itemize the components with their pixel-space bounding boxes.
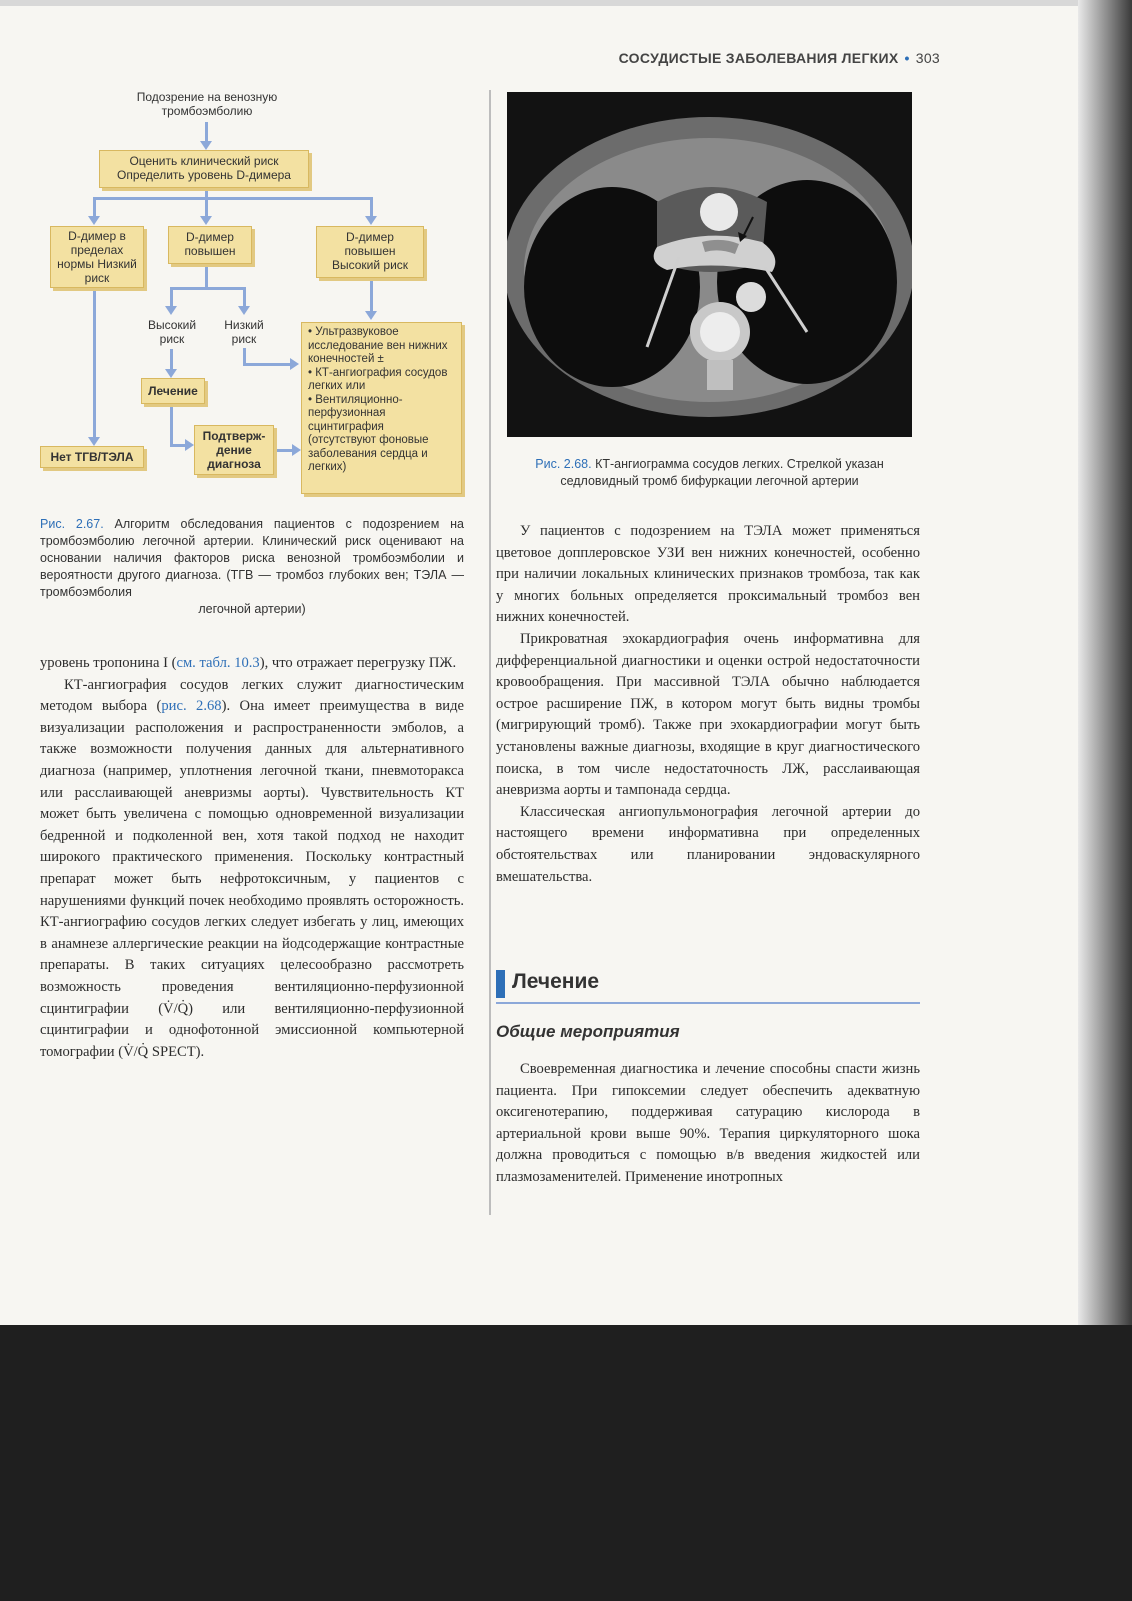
flow-arrow — [88, 437, 100, 446]
flow-test-item: • Вентиляционно-перфузионная сцинтиграфия (отсутствуют фоновые заболевания сердца и легких) — [308, 393, 429, 473]
flow-ddimer-high-risk-box — [316, 226, 424, 278]
flow-arrow — [200, 216, 212, 225]
flow-connector — [243, 363, 291, 366]
figure-caption-2-68 — [497, 456, 922, 490]
header-separator: • — [904, 50, 910, 66]
flow-arrow — [290, 358, 299, 370]
flow-arrow — [88, 216, 100, 225]
flow-treatment: Лечение — [148, 384, 198, 398]
flow-arrow — [165, 306, 177, 315]
flow-ddimer-normal: D-димер в пределах нормы Низкий риск — [57, 229, 137, 285]
paragraph-text: уровень тропонина I ( — [40, 655, 177, 671]
flow-connector — [93, 291, 96, 439]
flow-no-dvt-pe-box — [40, 446, 144, 468]
flow-connector — [205, 267, 208, 289]
right-column-text-bottom — [496, 1059, 920, 1189]
left-column-text — [40, 653, 464, 1063]
table-reference: см. табл. 10.3 — [176, 655, 260, 671]
caption-label: Рис. 2.67. — [40, 517, 104, 531]
flow-test-item: • Ультразвуковое исследование вен нижних конечностей ± — [308, 326, 448, 365]
flow-arrow — [292, 444, 301, 456]
paragraph — [40, 653, 464, 675]
flow-connector — [170, 444, 186, 447]
flow-start: Подозрение на венозную тромбоэмболию — [136, 90, 278, 118]
caption-text-end: легочной артерии) — [198, 602, 306, 616]
figure-caption-2-67 — [40, 516, 464, 618]
header-title: СОСУДИСТЫЕ ЗАБОЛЕВАНИЯ ЛЕГКИХ — [618, 50, 899, 66]
flow-test-item: • КТ-ангиография сосудов легких или — [308, 366, 448, 392]
flow-tests-box — [301, 322, 462, 494]
paragraph: У пациентов с подозрением на ТЭЛА может применяться цветовое допплеровское УЗИ вен нижних конечностей, особенно при наличии локальных клинических признаков тромбоза, так как у многих больных определяется проксимальный тромбоз вен нижних конечностей. — [496, 523, 920, 626]
caption-text: КТ-ангиограмма сосудов легких. Стрелкой указан седловидный тромб бифуркации легочной артерии — [560, 457, 884, 488]
flow-connector — [170, 407, 173, 447]
flow-arrow — [238, 306, 250, 315]
subsection-title: Общие мероприятия — [496, 1022, 680, 1041]
scan-background — [0, 1325, 1132, 1601]
flow-connector — [170, 287, 246, 290]
flow-assess-line2: Определить уровень D-димера — [117, 168, 291, 182]
paragraph-text: КТ-ангиография сосудов легких служит диагностическим методом выбора ( — [40, 676, 464, 715]
figure-reference: рис. 2.68 — [161, 698, 222, 715]
flow-treatment-box — [141, 378, 205, 404]
right-column-text-top — [496, 521, 920, 888]
flow-connector — [93, 197, 373, 200]
flow-low-risk: Низкий риск — [224, 318, 264, 346]
section-underline — [496, 1002, 920, 1004]
paragraph — [40, 675, 464, 1064]
flow-ddimer-high-box — [168, 226, 252, 264]
flow-assess-box — [99, 150, 309, 188]
flow-connector — [370, 281, 373, 313]
flow-high-risk: Высокий риск — [147, 318, 197, 346]
page-number: 303 — [915, 50, 940, 66]
flow-arrow — [165, 369, 177, 378]
section-marker — [496, 970, 505, 998]
paragraph: Своевременная диагностика и лечение способны спасти жизнь пациента. При гипоксемии следует обеспечить адекватную оксигенотерапию, поддерживая сатурацию кислорода в артериальной крови выше 90%. Терапия циркуляторного шока должна проводиться с помощью в/в введения жидкостей или плазмозаменителей. Применение инотропных — [496, 1061, 920, 1185]
flow-arrow — [185, 439, 194, 451]
flow-connector — [277, 449, 293, 452]
flow-arrow — [365, 311, 377, 320]
ct-scan-drawing — [507, 92, 912, 437]
flow-connector — [170, 349, 173, 371]
paragraph: Классическая ангиопульмонография легочной артерии до настоящего времени информативна при определенных обстоятельствах или планировании эндоваскулярного вмешательства. — [496, 803, 920, 885]
caption-text: Алгоритм обследования пациентов с подозрением на тромбоэмболию легочной артерии. Клинический риск оценивают на основании наличия факторов риска венозной тромбоэмболии и вероятности другого диагноза. (ТГВ — тромбоз глубоких вен; ТЭЛА — тромбоэмболия — [40, 517, 464, 599]
column-divider — [489, 90, 491, 1215]
flow-ddimer-high-risk: D-димер повышен Высокий риск — [331, 230, 409, 272]
caption-label: Рис. 2.68. — [535, 457, 592, 471]
flow-confirm-box — [194, 425, 274, 475]
scan-edge-top — [0, 0, 1132, 6]
flow-no-dvt-pe: Нет ТГВ/ТЭЛА — [50, 450, 134, 464]
flow-ddimer-normal-box — [50, 226, 144, 288]
flow-confirm: Подтверж-дение диагноза — [202, 429, 266, 471]
paragraph-text: ). Она имеет преимущества в виде визуализации расположения и распространенности эмболов, а также возможности получения данных для альтернативного диагноза (например, уплотнения легочной ткани, пневмоторакса или расслаивающей аневризмы аорты). Чувствительность КТ может быть увеличена с помощью одновременной визуализации бедренной и подколенной вен, хотя такой подход не находит широкого практического применения. Поскольку контрастный препарат может быть нефротоксичным, у пациентов с нарушениями функций почек необходимо проявлять осторожность. КТ-ангиографию сосудов легких следует избегать у лиц, имеющих в анамнезе аллергические реакции на йодсодержащие контрастные препараты. В таких ситуациях целесообразно рассмотреть возможность проведения вентиляционно-перфузионной сцинтиграфии (V̇/Q̇) или вентиляционно-перфузионной сцинтиграфии и однофотонной эмиссионной компьютерной томографии (V̇/Q̇ SPECT). — [40, 698, 465, 1060]
section-title: Лечение — [512, 970, 600, 993]
ct-angiogram-image — [507, 92, 912, 437]
section-heading — [496, 968, 920, 1004]
flow-assess-line1: Оценить клинический риск — [129, 154, 279, 168]
paragraph-text: ), что отражает перегрузку ПЖ. — [259, 655, 457, 671]
flow-arrow — [365, 216, 377, 225]
running-header — [560, 50, 940, 66]
flow-ddimer-high: D-димер повышен — [184, 230, 236, 258]
flow-arrow — [200, 141, 212, 150]
paragraph: Прикроватная эхокардиография очень информативна для дифференциальной диагностики и оценки острой недостаточности кровообращения. При массивной ТЭЛА обычно наблюдается острое расширение ПЖ, в котором могут быть видны тромбы (мигрирующий тромб). Также при эхокардиографии могут быть установлены важные диагнозы, входящие в круг диагностического поиска, в том числе недостаточность ЛЖ, расслаивающая аневризма аорты и тампонада сердца. — [496, 630, 920, 799]
